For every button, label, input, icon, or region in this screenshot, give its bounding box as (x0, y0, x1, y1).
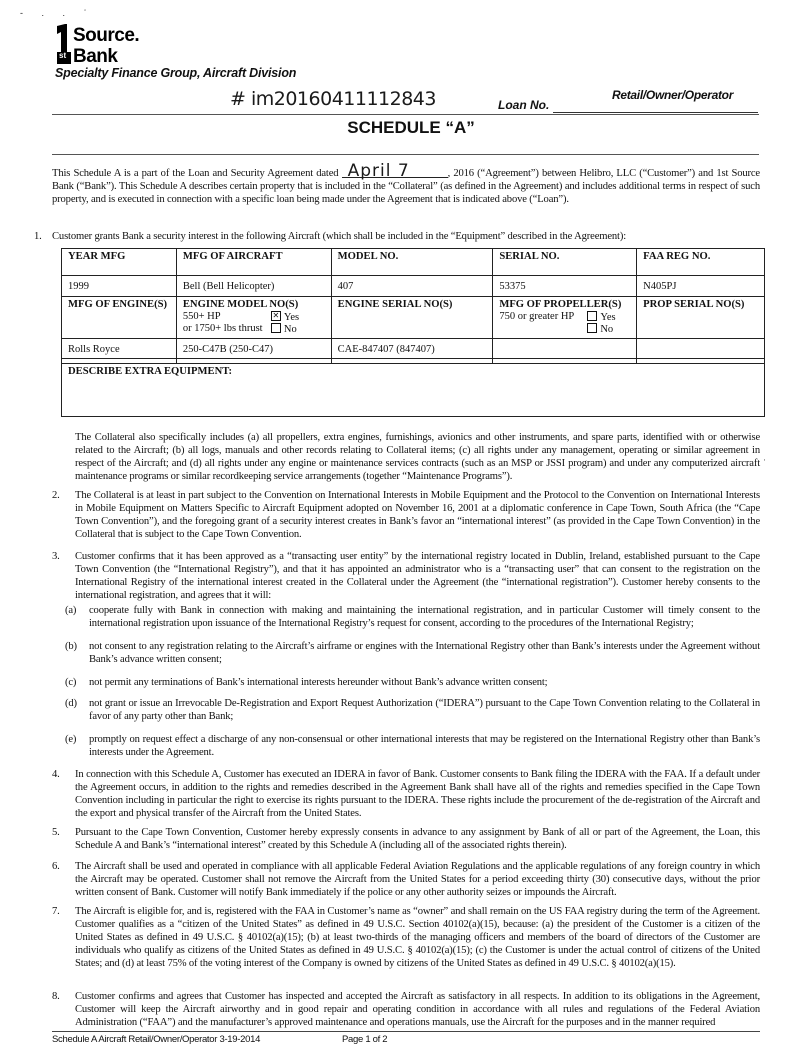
handwritten-reference-number: # im20160411112843 (230, 88, 436, 110)
extra-equipment-row (62, 364, 765, 417)
engine-yes-label: Yes (283, 312, 300, 323)
col-header-prop-serial: PROP SERIAL NO(S) (637, 297, 765, 339)
intro-before-date: This Schedule A is a part of the Loan and Security Agreement dated (52, 168, 342, 179)
subsection-text: not permit any terminations of Bank’s international interests hereunder without Bank’s advance written consent; (89, 677, 548, 688)
intro-after-date: , 2016 (“Agreement”) between Helibro, LLC (“Customer”) and 1st Source Bank (“Bank”). This Schedule A describes certain property that is included in the “Collateral” (as defined in the Agreement) and includes additional terms in respect of such property, and is executed in connection with a specific loan being made under the Agreement that is indicated above (“Loan”). (52, 168, 760, 205)
col-header-engine-model: ENGINE MODEL NO(S) (182, 299, 299, 310)
engine-no-label: No (283, 324, 297, 335)
section-text: In connection with this Schedule A, Customer has executed an IDERA in favor of Bank. Customer consents to Bank filing the IDERA with the FAA. If a default under the Agreement occurs, in addition to the rights and remedies described in the Agreement Bank shall have all of the rights and remedies specified in the Cape Town Convention including in particular the right to exercise its rights pursuant to the IDERA. These rights include the procurement of the de-registration of the Aircraft and the export and physical transfer of the Aircraft from the United States. (75, 769, 760, 819)
thrust-threshold-label: or 1750+ lbs thrust (182, 323, 263, 334)
extra-equipment-label: DESCRIBE EXTRA EQUIPMENT: (68, 366, 233, 377)
prop-no-label: No (600, 324, 614, 335)
subsection-letter: (d) (65, 698, 77, 709)
subsection-text: not grant or issue an Irrevocable De-Registration and Export Request Authorization (“IDERA”) pursuant to the Cape Town Convention relating to the Collateral in favor of any party other than Bank; (89, 698, 760, 722)
section-number: 8. (52, 991, 60, 1002)
division-name: Specialty Finance Group, Aircraft Division (55, 66, 297, 80)
subsection-text: cooperate fully with Bank in connection with making and maintaining the international registration, and in particular Customer will timely consent to the international registration upon issuance of the International Registry’s request for consent, according to the procedures of the International Registry; (89, 605, 760, 629)
section-text: The Aircraft is eligible for, and is, registered with the FAA in Customer’s name as “owner” and shall remain on the US FAA registry during the term of the Agreement. Customer qualifies as a “citizen of the United States” as defined in 49 U.S.C. Section 40102(a)(15), because: (a) the president of the Customer is a citizen of the United States as defined in 49 U.S.C. § 40102(a)(15); (b) at least two-thirds of the managing officers and members of the board of directors of the Customer are individuals who qualify as citizens of the United States as defined in 49 U.S.C. § 40102(a)(15); (c) the Customer is under the actual control of citizens of the United States; and (d) at least 75% of the voting interest of the Company is owned by citizens of the United States as defined in 49 U.S.C. § 40102(a)(15). (75, 906, 760, 969)
loan-no-label: Loan No. (498, 98, 550, 112)
col-header-mfg-aircraft: MFG OF AIRCRAFT (176, 249, 331, 276)
prop-yes-label: Yes (600, 312, 616, 323)
prop-serial-value[interactable] (637, 339, 765, 359)
table-header-row (62, 249, 765, 276)
col-header-mfg-engines: MFG OF ENGINE(S) (62, 297, 177, 339)
svg-text:Bank: Bank (73, 46, 118, 66)
bank-logo (55, 22, 155, 66)
section-4 (52, 768, 760, 820)
svg-text:Source.: Source. (73, 25, 140, 46)
subsection-letter: (e) (65, 734, 77, 745)
serial-no-value[interactable]: 53375 (493, 276, 637, 297)
footer-rule (52, 1031, 760, 1032)
section-number: 5. (52, 827, 60, 838)
subsection-text: promptly on request effect a discharge of any non-consensual or other international interests that may be registered on the International Registry other than Bank’s interests under the Agreement. (89, 734, 760, 758)
prop-no-option[interactable] (587, 323, 613, 336)
schedule-title: SCHEDULE “A” (347, 118, 475, 137)
table-row (62, 276, 765, 297)
engine-model-value[interactable]: 250-C47B (250-C47) (176, 339, 331, 359)
table-row (62, 339, 765, 359)
subsection-letter: (a) (65, 605, 77, 616)
loan-no-field[interactable] (553, 112, 758, 113)
section-number: 1. (34, 231, 42, 242)
prop-yes-checkbox[interactable] (587, 311, 597, 321)
section-text: The Collateral is at least in part subject to the Convention on International Interests in Mobile Equipment and the Protocol to the Convention on International Interests in Mobile Equipment on Matters Specific to Aircraft Equipment adopted on November 16, 2001 at a diplomatic conference in Cape Town, South Africa (the “Cape Town Convention”), and the foregoing grant of a security interest creates in Bank’s favor an “international interest” (as provided in the Cape Town Convention) in the Collateral that is subject to the Cape Town Convention. (75, 490, 760, 540)
section-3 (52, 550, 760, 602)
program-type: Retail/Owner/Operator (612, 88, 734, 102)
year-mfg-value[interactable]: 1999 (62, 276, 177, 297)
mfg-aircraft-value[interactable]: Bell (Bell Helicopter) (176, 276, 331, 297)
header-rule (52, 114, 759, 115)
col-header-model-no: MODEL NO. (331, 249, 493, 276)
engine-no-option[interactable] (271, 323, 297, 336)
section-number: 7. (52, 906, 60, 917)
agreement-date-field[interactable]: April 7 (342, 165, 448, 178)
col-header-year-mfg: YEAR MFG (62, 249, 177, 276)
scan-marks: - . . ʾ (20, 8, 95, 18)
prop-hp-label: 750 or greater HP (499, 311, 575, 322)
table-header-row-engines (62, 297, 765, 339)
subsection-text: not consent to any registration relating to the Aircraft’s airframe or engines with the International Registry other than Bank’s interests under the Agreement without Bank’s advance written consent; (89, 641, 760, 665)
col-header-mfg-propeller: MFG OF PROPELLER(S) (499, 299, 622, 310)
model-no-value[interactable]: 407 (331, 276, 493, 297)
section-text: The Aircraft shall be used and operated in compliance with all applicable Federal Aviation Regulations and the applicable regulations of any foreign country in which the Aircraft may be operated. Customer shall not remove the Aircraft from the United States for a period exceeding thirty (30) consecutive days, without the prior written consent of Bank. Customer will notify Bank immediately if the police or any other authority seizes or impounds the Aircraft. (75, 861, 760, 898)
section-text: Customer grants Bank a security interest in the following Aircraft (which shall be included in the “Equipment” described in the Agreement): (52, 231, 626, 242)
col-header-engine-serial: ENGINE SERIAL NO(S) (331, 297, 493, 339)
section-7 (52, 905, 760, 983)
title-rule (52, 154, 759, 155)
section-text: Pursuant to the Cape Town Convention, Customer hereby expressly consents in advance to any assignment by Bank of all or part of the Agreement, the Loan, this Schedule A and Bank’s “international interest” created by this Schedule A (including all of the associated rights therein). (75, 827, 760, 851)
hp-threshold-label: 550+ HP (182, 311, 221, 322)
col-header-faa-reg-no: FAA REG NO. (637, 249, 765, 276)
engine-no-checkbox[interactable] (271, 323, 281, 333)
faa-reg-no-value[interactable]: N405PJ (637, 276, 765, 297)
intro-paragraph (52, 161, 760, 206)
first-source-bank-logo-icon (55, 22, 155, 66)
engine-model-cell (176, 297, 331, 339)
section-2 (52, 489, 760, 541)
prop-no-checkbox[interactable] (587, 323, 597, 333)
collateral-paragraph: The Collateral also specifically includes (a) all propellers, extra engines, furnishings, avionics and other instruments, and spare parts, identified with or otherwise related to the Aircraft; (b) all logs, manuals and other records relating to Collateral items; (c) all rights under any management, operating or similar agreement in respect of the Aircraft; and (d) all rights under any engine or maintenance services contracts (such as an MSP or JSSI program) and under any computerized aircraft maintenance programs or similar recordkeeping service arrangements (together “Maintenance Programs”). (75, 432, 760, 482)
mfg-propeller-value[interactable] (493, 339, 637, 359)
extra-equipment-cell[interactable] (62, 364, 765, 417)
mfg-engines-value[interactable]: Rolls Royce (62, 339, 177, 359)
section-text: Customer confirms that it has been approved as a “transacting user entity” by the international registry located in Dublin, Ireland, established pursuant to the Cape Town Convention (the “International Registry”), and that it has appointed an administrator who is a “transacting user” that can consent to the registration on the International Registry of the international interest created in the Collateral under the Agreement (the “international registration”). Customer hereby consents to the international registration, and agrees that it will: (75, 551, 760, 601)
subsection-letter: (b) (65, 641, 77, 652)
engine-yes-checkbox[interactable] (271, 311, 281, 321)
col-header-serial-no: SERIAL NO. (493, 249, 637, 276)
section-8 (52, 990, 760, 1029)
footer-form-id: Schedule A Aircraft Retail/Owner/Operator 3-19-2014 (52, 1034, 261, 1045)
section-6 (52, 860, 760, 899)
section-number: 4. (52, 769, 60, 780)
section-5 (52, 826, 760, 852)
section-number: 3. (52, 551, 60, 562)
svg-text:st: st (59, 51, 67, 60)
section-text: Customer confirms and agrees that Customer has inspected and accepted the Aircraft as satisfactory in all respects. In addition to its obligations in the Agreement, Customer will keep the Aircraft airworthy and in good repair and operating condition in accordance with all rules and regulations of the Federal Aviation Administration (“FAA”) and the manufacturer’s approved maintenance and operations manuals, use the Aircraft for the purposes and in the manner required (75, 991, 760, 1028)
propeller-cell (493, 297, 637, 339)
engine-serial-value[interactable]: CAE-847407 (847407) (331, 339, 493, 359)
stray-mark: · (763, 455, 766, 465)
subsection-letter: (c) (65, 677, 77, 688)
equipment-table (61, 248, 765, 417)
section-number: 2. (52, 490, 60, 501)
footer-page-number: Page 1 of 2 (342, 1034, 388, 1045)
section-number: 6. (52, 861, 60, 872)
